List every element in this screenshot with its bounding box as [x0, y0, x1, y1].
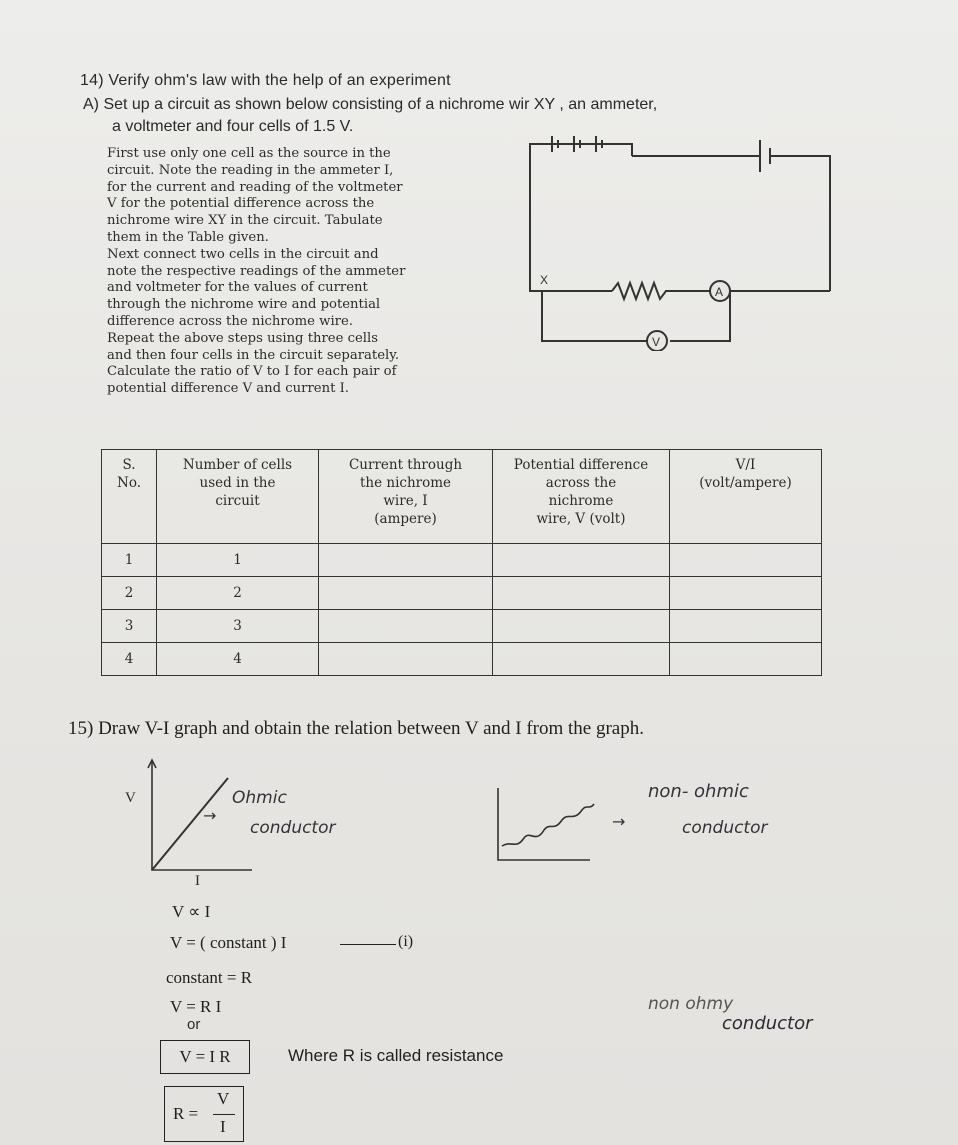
header-text: No. [117, 475, 141, 491]
procedure-line: and voltmeter for the values of current [107, 280, 368, 296]
ohmic-note-line-2: conductor [250, 818, 336, 838]
table-cell [319, 544, 493, 577]
question-14-intro-line-1: A) Set up a circuit as shown below consisting of a nichrome wir XY , an ammeter, [83, 96, 658, 113]
table-cell [319, 577, 493, 610]
table-cell [670, 577, 822, 610]
header-number-of-cells [157, 450, 319, 544]
procedure-line: Repeat the above steps using three cells [107, 330, 378, 346]
procedure-line: nichrome wire XY in the circuit. Tabulate [107, 213, 383, 229]
header-text: across the [545, 475, 617, 491]
header-v-over-i [670, 450, 822, 544]
side-note-line-1: non ohmy [648, 994, 734, 1014]
header-text: used in the [199, 475, 276, 491]
header-text: nichrome [548, 493, 614, 509]
header-text: Potential difference [513, 457, 649, 473]
table-cell: 2 [157, 577, 319, 610]
table-cell: 3 [157, 610, 319, 643]
ohmic-note-line-1: Ohmic [232, 788, 287, 808]
table-cell [493, 577, 670, 610]
fraction-denominator: I [220, 1117, 226, 1136]
procedure-line: circuit. Note the reading in the ammeter I, [107, 162, 394, 178]
table-cell: 2 [102, 577, 157, 610]
header-text: Number of cells [182, 457, 293, 473]
ohmic-line [152, 778, 228, 870]
derivation-or: or [187, 1016, 201, 1033]
table-cell [670, 610, 822, 643]
ammeter-label: A [715, 285, 724, 299]
table-cell [319, 610, 493, 643]
observation-table [101, 449, 822, 676]
header-text: the nichrome [359, 475, 452, 491]
procedure-line: Next connect two cells in the circuit and [107, 246, 379, 262]
header-serial-no [102, 450, 157, 544]
graph-axes [152, 762, 252, 870]
table-row [102, 643, 822, 676]
table-row [102, 577, 822, 610]
table-cell: 1 [157, 544, 319, 577]
header-text: (ampere) [374, 511, 437, 527]
header-text: wire, I [383, 493, 428, 509]
question-15-title: 15) Draw V-I graph and obtain the relation between V and I from the graph. [68, 718, 644, 739]
procedure-line: potential difference V and current I. [107, 381, 349, 397]
circuit-diagram [512, 136, 842, 351]
derivation-line-3: constant = R [166, 968, 253, 987]
non-ohmic-note-line-2: conductor [682, 818, 768, 838]
table-cell [670, 643, 822, 676]
header-text: Current through [348, 457, 463, 473]
header-potential-difference [493, 450, 670, 544]
header-text: V/I [735, 457, 756, 473]
procedure-line: and then four cells in the circuit separately. [107, 347, 400, 363]
procedure-text [107, 146, 479, 398]
table-cell [493, 643, 670, 676]
wire-end-x-label: X [540, 273, 549, 287]
table-cell [670, 544, 822, 577]
ohmic-graph [140, 758, 260, 878]
header-text: S. [122, 457, 136, 473]
non-ohmic-curve [502, 804, 594, 846]
procedure-line: for the current and reading of the voltmeter [107, 179, 403, 195]
table-cell: 4 [157, 643, 319, 676]
question-14-title: 14) Verify ohm's law with the help of an experiment [80, 72, 451, 89]
table-cell [493, 610, 670, 643]
procedure-line: them in the Table given. [107, 229, 269, 245]
table-cell: 4 [102, 643, 157, 676]
graph-axes [498, 788, 590, 860]
fraction-bar [213, 1114, 235, 1115]
non-ohmic-graph [490, 780, 610, 870]
procedure-line: note the respective readings of the ammeter [107, 263, 406, 279]
table-cell: 3 [102, 610, 157, 643]
derivation-line-4: V = R I [170, 997, 222, 1016]
resistance-note: Where R is called resistance [288, 1046, 504, 1065]
graph-y-label: V [125, 790, 136, 806]
table-header-row [102, 450, 822, 544]
voltmeter-label: V [652, 335, 661, 349]
derivation-line-1: V ∝ I [172, 902, 211, 921]
boxed-equation-vir: V = I R [160, 1040, 250, 1074]
equation-tag: (i) [398, 933, 414, 950]
procedure-line: Calculate the ratio of V to I for each pair of [107, 364, 397, 380]
fraction-left: R = [173, 1104, 199, 1123]
side-note-line-2: conductor [722, 1013, 813, 1034]
divider-line [340, 944, 396, 945]
procedure-line: V for the potential difference across the [107, 196, 375, 212]
table-cell: 1 [102, 544, 157, 577]
procedure-line: difference across the nichrome wire. [107, 313, 353, 329]
question-14-intro-line-2: a voltmeter and four cells of 1.5 V. [112, 118, 354, 135]
header-text: wire, V (volt) [536, 511, 626, 527]
graph-x-label: I [195, 873, 200, 889]
header-current [319, 450, 493, 544]
table-row [102, 544, 822, 577]
table-row [102, 610, 822, 643]
boxed-equation-resistance [164, 1086, 244, 1142]
derivation-line-2: V = ( constant ) I [170, 933, 287, 952]
table-cell [493, 544, 670, 577]
fraction-numerator: V [217, 1089, 230, 1108]
header-text: circuit [215, 493, 260, 509]
non-ohmic-note-line-1: non- ohmic [648, 781, 749, 802]
arrow-icon: → [612, 812, 626, 831]
procedure-line: through the nichrome wire and potential [107, 297, 381, 313]
table-cell [319, 643, 493, 676]
arrow-icon: → [203, 806, 217, 825]
procedure-line: First use only one cell as the source in the [107, 146, 391, 161]
header-text: (volt/ampere) [699, 475, 792, 491]
